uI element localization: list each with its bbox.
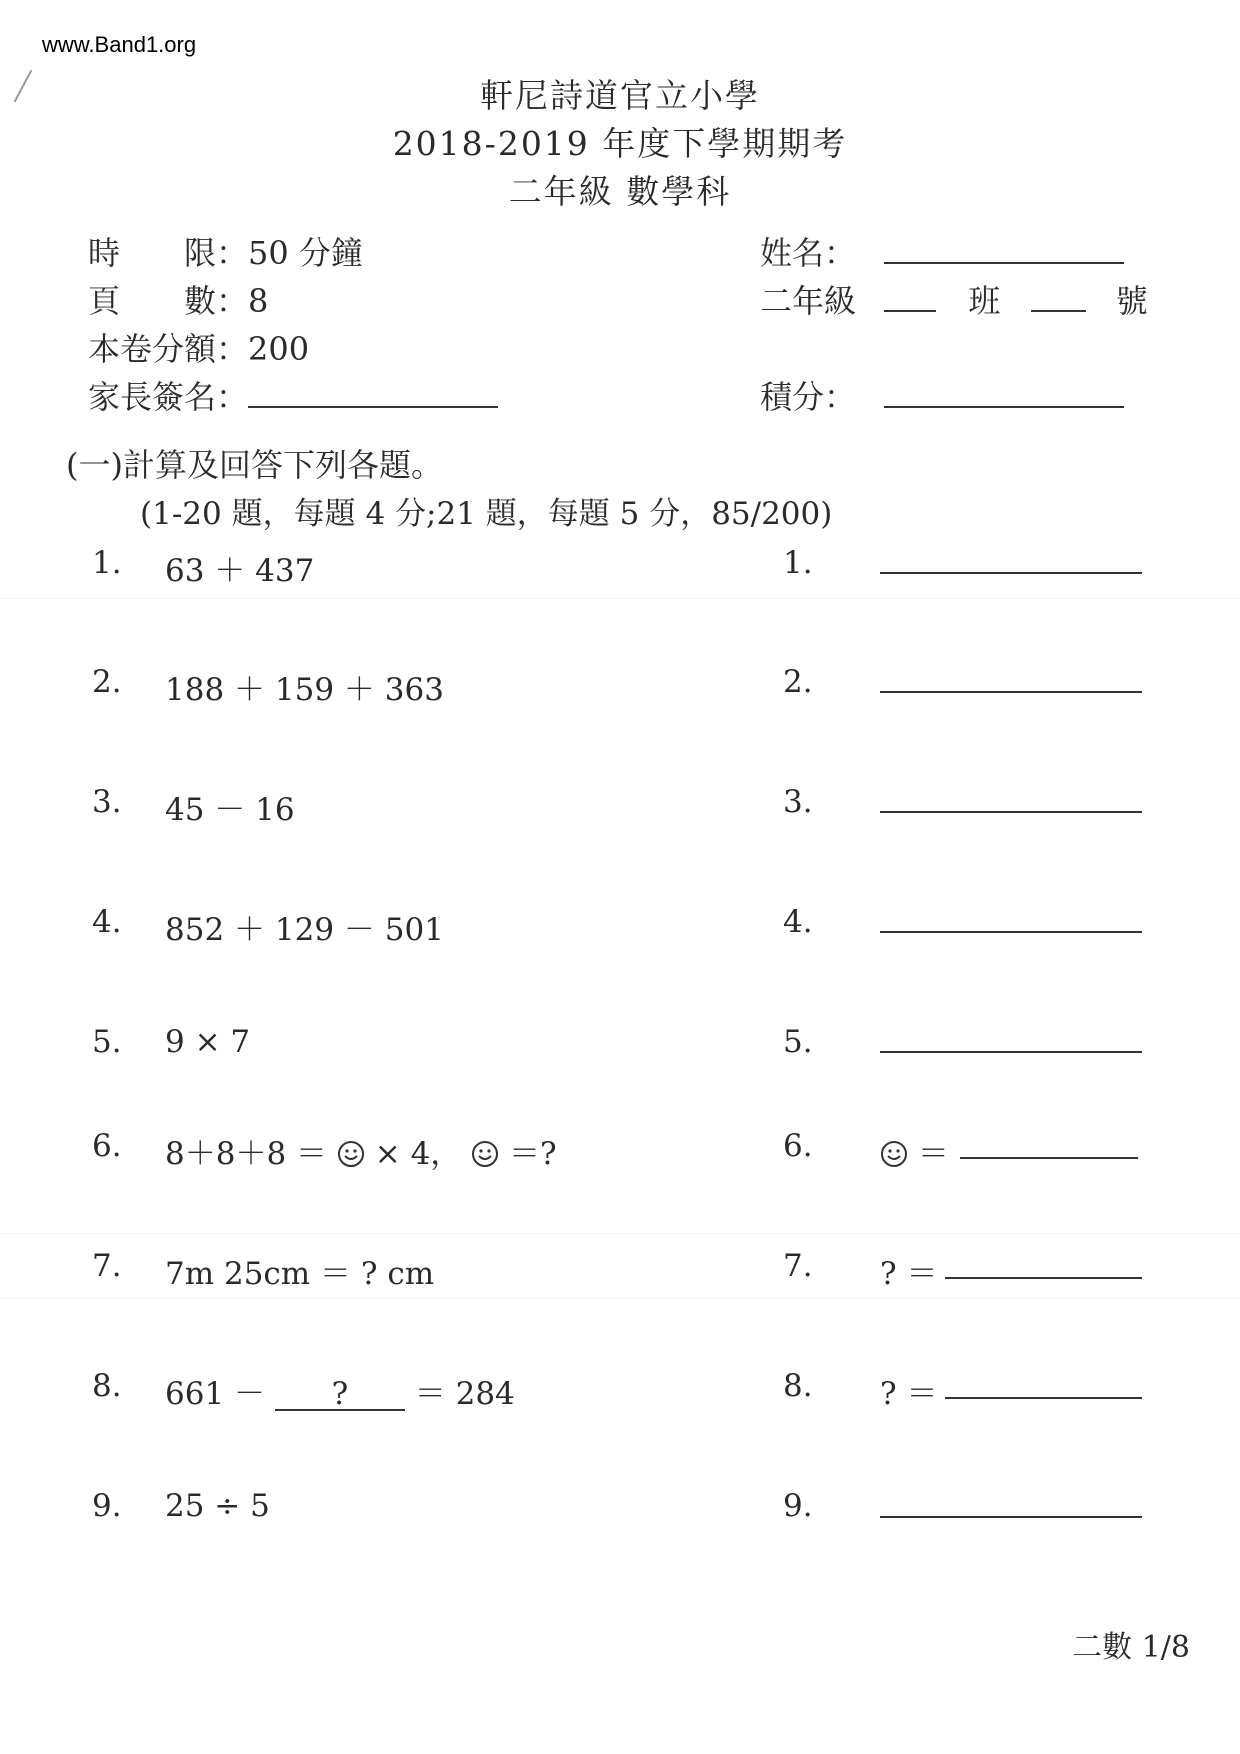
name-label: 姓名：	[760, 234, 857, 272]
smiley-icon	[337, 1140, 365, 1168]
student-name	[760, 228, 1124, 274]
section-note: (1-20 題，每題 4 分;21 題，每題 5 分，85/200)	[140, 496, 833, 532]
answer-number: 7.	[783, 1248, 813, 1284]
smiley-icon	[471, 1140, 499, 1168]
question-text-part: ＝?	[509, 1136, 557, 1172]
answer-number: 5.	[783, 1024, 813, 1060]
question-text: 45 － 16	[165, 792, 295, 828]
question-number: 9.	[92, 1488, 122, 1524]
question-text	[165, 1128, 557, 1173]
question-text-part: 661 －	[165, 1376, 266, 1412]
time-value: 50 分鐘	[248, 234, 363, 272]
scan-artifact	[0, 1298, 1240, 1299]
answer-prefix	[880, 1128, 949, 1173]
answer-line[interactable]	[880, 1516, 1142, 1518]
question-text-part: ＝ 284	[414, 1376, 515, 1412]
question-text: 9 × 7	[165, 1024, 251, 1060]
answer-line[interactable]	[880, 811, 1142, 813]
answer-number: 3.	[783, 784, 813, 820]
question-text: 7m 25cm ＝ ? cm	[165, 1256, 435, 1292]
class-number	[760, 276, 1148, 322]
answer-line[interactable]	[880, 1051, 1142, 1053]
answer-line[interactable]	[960, 1157, 1138, 1159]
number-field[interactable]	[1031, 282, 1086, 312]
total-marks	[88, 324, 309, 370]
question-text: 63 ＋ 437	[165, 553, 315, 589]
answer-prefix: ? ＝	[880, 1376, 938, 1412]
question-text: 188 ＋ 159 ＋ 363	[165, 672, 444, 708]
marks-value: 200	[248, 330, 310, 368]
question-number: 2.	[92, 664, 122, 700]
name-field[interactable]	[884, 234, 1124, 264]
answer-number: 2.	[783, 664, 813, 700]
question-text: 852 ＋ 129 － 501	[165, 912, 444, 948]
answer-number: 6.	[783, 1128, 813, 1164]
question-text: 25 ÷ 5	[165, 1488, 270, 1524]
scan-artifact	[0, 598, 1240, 599]
scan-artifact	[0, 1233, 1240, 1234]
answer-line[interactable]	[880, 931, 1142, 933]
answer-number: 9.	[783, 1488, 813, 1524]
question-number: 4.	[92, 904, 122, 940]
pages-label: 頁 數：	[88, 282, 249, 320]
score-field[interactable]	[884, 378, 1124, 408]
answer-prefix: ? ＝	[880, 1256, 938, 1292]
parent-signature-field[interactable]	[248, 378, 498, 408]
number-word: 號	[1115, 282, 1148, 320]
question-text-part: × 4，	[374, 1136, 462, 1172]
parent-signature	[88, 372, 498, 418]
source-url: www.Band1.org	[42, 32, 197, 57]
question-number: 3.	[92, 784, 122, 820]
answer-number: 4.	[783, 904, 813, 940]
question-text	[165, 1368, 515, 1413]
section-title: (一)計算及回答下列各題。	[66, 446, 443, 484]
answer-prefix-text: ＝	[917, 1136, 949, 1172]
exam-title: 2018-2019 年度下學期期考	[392, 124, 848, 163]
pages-value: 8	[248, 282, 269, 320]
marks-label: 本卷分額：	[88, 330, 249, 368]
time-label: 時 限：	[88, 234, 249, 272]
answer-line[interactable]	[945, 1397, 1142, 1399]
question-number: 6.	[92, 1128, 122, 1164]
class-word: 班	[968, 282, 1001, 320]
answer-number: 1.	[783, 545, 813, 581]
inline-blank: ?	[275, 1379, 405, 1411]
answer-line[interactable]	[945, 1277, 1142, 1279]
page-count	[88, 276, 268, 322]
answer-line[interactable]	[880, 691, 1142, 693]
question-text-part: 8＋8＋8 ＝	[165, 1136, 328, 1172]
answer-number: 8.	[783, 1368, 813, 1404]
question-number: 7.	[92, 1248, 122, 1284]
question-number: 5.	[92, 1024, 122, 1060]
class-field[interactable]	[884, 282, 936, 312]
smiley-icon	[880, 1140, 908, 1168]
answer-line[interactable]	[880, 572, 1142, 574]
class-label: 二年級	[760, 282, 857, 320]
parent-label: 家長簽名：	[88, 378, 249, 416]
score-label: 積分：	[760, 378, 857, 416]
page-footer: 二數 1/8	[1072, 1630, 1190, 1665]
school-name: 軒尼詩道官立小學	[480, 76, 760, 115]
question-number: 1.	[92, 545, 122, 581]
subject-title: 二年級 數學科	[508, 172, 732, 211]
score	[760, 372, 1124, 418]
time-limit	[88, 228, 363, 274]
question-number: 8.	[92, 1368, 122, 1404]
